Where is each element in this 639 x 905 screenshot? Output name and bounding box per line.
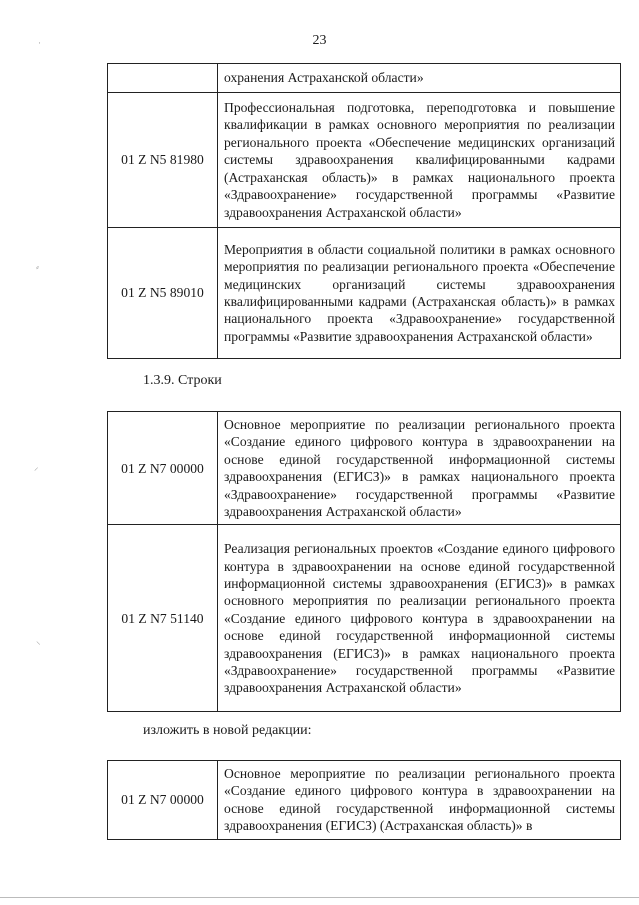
table-row (108, 93, 621, 228)
table-row (108, 412, 621, 525)
description-cell: Профессиональная подготовка, переподготовка и повышение квалификации в рамках основного мероприятия по реализации регионального проекта «Обеспечение медицинских организаций системы здравоохранения квалифицированными кадрами (Астраханская область)» в рамках национального проекта «Здравоохранение» государственной программы «Развитие здравоохранения Астраханской области» (218, 93, 621, 228)
section-heading: 1.3.9. Строки (143, 373, 222, 388)
code-cell: 01 Z N7 00000 (108, 412, 218, 525)
code-cell (108, 64, 218, 93)
table-row (108, 64, 621, 93)
budget-code-table-3 (107, 760, 621, 840)
page-bottom-rule (0, 897, 639, 898)
code-cell: 01 Z N7 51140 (108, 525, 218, 712)
description-cell: Основное мероприятие по реализации регионального проекта «Создание единого цифрового контура в здравоохранении на основе единой государственной информационной системы здравоохранения (ЕГИСЗ) (Астраханская область)» в (218, 761, 621, 840)
transition-text: изложить в новой редакции: (143, 723, 312, 738)
description-cell: охранения Астраханской области» (218, 64, 621, 93)
budget-code-table-2 (107, 411, 621, 712)
table-row (108, 525, 621, 712)
code-cell: 01 Z N7 00000 (108, 761, 218, 840)
budget-code-table-1 (107, 63, 621, 359)
description-cell: Мероприятия в области социальной политики в рамках основного мероприятия по реализации регионального проекта «Обеспечение медицинских организаций системы здравоохранения квалифицированными кадрами (Астраханская область)» в рамках национального проекта «Здравоохранение» государственной программы «Развитие здравоохранения Астраханской области» (218, 228, 621, 359)
scan-mark: ⸜ (36, 636, 41, 646)
scan-mark: ⸝ (34, 462, 39, 472)
scan-mark: · (38, 38, 41, 48)
code-cell: 01 Z N5 81980 (108, 93, 218, 228)
table-row (108, 761, 621, 840)
table-row (108, 228, 621, 359)
code-cell: 01 Z N5 89010 (108, 228, 218, 359)
page-number: 23 (312, 33, 327, 48)
description-cell: Основное мероприятие по реализации регионального проекта «Создание единого цифрового контура в здравоохранении на основе единой государственной информационной системы здравоохранения (ЕГИСЗ)» в рамках национального проекта «Здравоохранение» государственной программы «Развитие здравоохранения Астраханской области» (218, 412, 621, 525)
description-cell: Реализация региональных проектов «Создание единого цифрового контура в здравоохранении на основе единой государственной информационной системы здравоохранения (ЕГИСЗ)» в рамках основного мероприятия по реализации регионального проекта «Создание единого цифрового контура в здравоохранении на основе единой государственной информационной системы здравоохранения (ЕГИСЗ)» в рамках национального проекта «Здравоохранение» государственной программы «Развитие здравоохранения Астраханской области» (218, 525, 621, 712)
scan-mark: ⸗ (36, 262, 39, 272)
